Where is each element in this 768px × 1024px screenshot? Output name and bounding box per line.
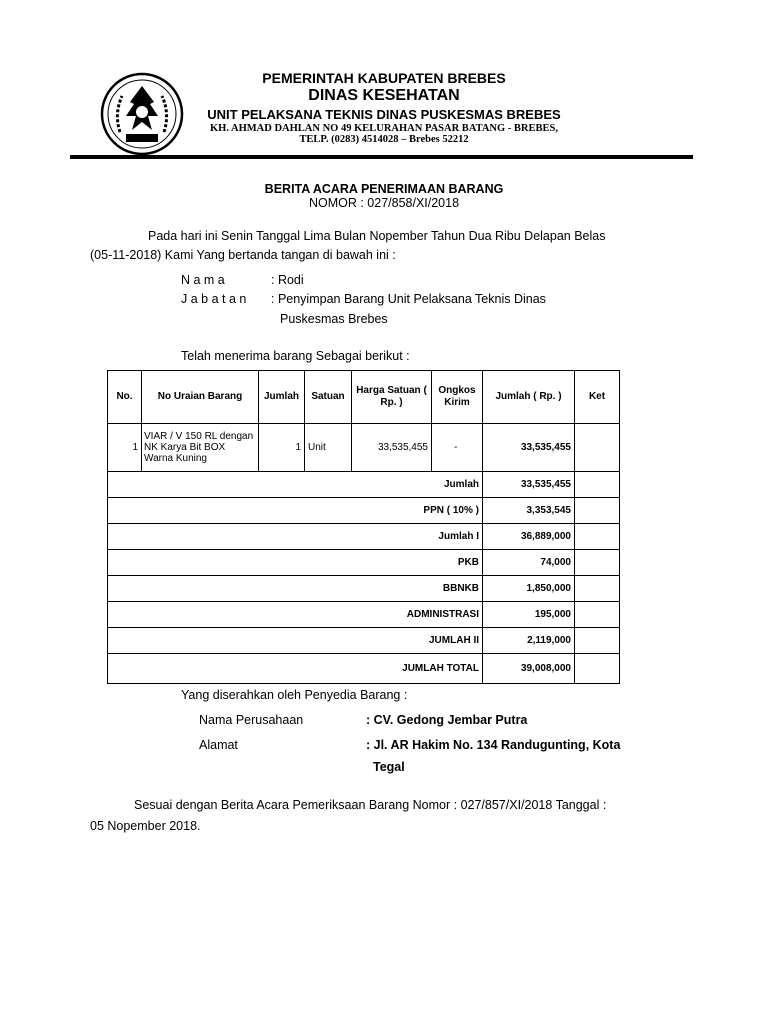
col-header-ket: Ket <box>575 371 620 424</box>
cell-no: 1 <box>108 424 142 472</box>
cell-total: 33,535,455 <box>483 424 575 472</box>
cell-satuan: Unit <box>305 424 352 472</box>
summary-row-jumlah-ii <box>108 628 620 654</box>
summary-value: 1,850,000 <box>483 576 575 602</box>
jabatan-value-1: : Penyimpan Barang Unit Pelaksana Teknis Dinas <box>271 292 546 306</box>
nama-label: N a m a <box>181 273 225 287</box>
header-address: KH. AHMAD DAHLAN NO 49 KELURAHAN PASAR BATANG - BREBES, <box>210 123 558 134</box>
summary-row-ppn <box>108 498 620 524</box>
document-number: NOMOR : 027/858/XI/2018 <box>308 196 460 210</box>
header-unit: UNIT PELAKSANA TEKNIS DINAS PUSKESMAS BREBES <box>207 107 561 122</box>
summary-label: JUMLAH TOTAL <box>108 654 483 684</box>
table-header-row <box>108 371 620 424</box>
header-government: PEMERINTAH KABUPATEN BREBES <box>262 70 506 86</box>
cell-ongkos: - <box>432 424 483 472</box>
col-header-jumlah: Jumlah <box>259 371 305 424</box>
summary-label: PPN ( 10% ) <box>108 498 483 524</box>
col-header-ongkos: Ongkos Kirim <box>432 371 483 424</box>
address-value-1: : Jl. AR Hakim No. 134 Randugunting, Kota <box>366 738 621 752</box>
summary-row-administrasi <box>108 602 620 628</box>
nama-value: : Rodi <box>271 273 304 287</box>
document-title: BERITA ACARA PENERIMAAN BARANG <box>264 182 504 196</box>
closing-line-1: Sesuai dengan Berita Acara Pemeriksaan Barang Nomor : 027/857/XI/2018 Tanggal : <box>134 798 607 812</box>
summary-row-bbnkb <box>108 576 620 602</box>
summary-value: 2,119,000 <box>483 628 575 654</box>
summary-label: Jumlah I <box>108 524 483 550</box>
summary-value: 39,008,000 <box>483 654 575 684</box>
provider-intro: Yang diserahkan oleh Penyedia Barang : <box>181 688 408 702</box>
jabatan-value-2: Puskesmas Brebes <box>280 312 388 326</box>
items-table <box>107 370 620 684</box>
jabatan-label: J a b a t a n <box>181 292 247 306</box>
col-header-no: No. <box>108 371 142 424</box>
summary-value: 36,889,000 <box>483 524 575 550</box>
header-divider <box>70 155 693 159</box>
summary-value: 3,353,545 <box>483 498 575 524</box>
summary-value: 74,000 <box>483 550 575 576</box>
summary-row-jumlah <box>108 472 620 498</box>
summary-label: JUMLAH II <box>108 628 483 654</box>
col-header-harga: Harga Satuan ( Rp. ) <box>352 371 432 424</box>
col-header-satuan: Satuan <box>305 371 352 424</box>
summary-row-jumlah-total <box>108 654 620 684</box>
company-value: : CV. Gedong Jembar Putra <box>366 713 528 727</box>
received-statement: Telah menerima barang Sebagai berikut : <box>181 349 410 363</box>
summary-label: ADMINISTRASI <box>108 602 483 628</box>
intro-line-2: (05-11-2018) Kami Yang bertanda tangan di bawah ini : <box>90 248 396 262</box>
summary-row-jumlah-i <box>108 524 620 550</box>
summary-label: BBNKB <box>108 576 483 602</box>
summary-label: Jumlah <box>108 472 483 498</box>
summary-value: 195,000 <box>483 602 575 628</box>
header-phone: TELP. (0283) 4514028 – Brebes 52212 <box>299 134 469 145</box>
cell-ket <box>575 424 620 472</box>
summary-value: 33,535,455 <box>483 472 575 498</box>
company-label: Nama Perusahaan <box>199 713 304 727</box>
table-row <box>108 424 620 472</box>
summary-label: PKB <box>108 550 483 576</box>
address-value-2: Tegal <box>373 760 405 774</box>
cell-uraian: VIAR / V 150 RL dengan NK Karya Bit BOX Warna Kuning <box>142 424 259 472</box>
header-department: DINAS KESEHATAN <box>308 87 460 104</box>
summary-row-pkb <box>108 550 620 576</box>
closing-line-2: 05 Nopember 2018. <box>90 819 201 833</box>
address-label: Alamat <box>199 738 238 752</box>
col-header-uraian: No Uraian Barang <box>142 371 259 424</box>
cell-harga: 33,535,455 <box>352 424 432 472</box>
intro-line-1: Pada hari ini Senin Tanggal Lima Bulan Nopember Tahun Dua Ribu Delapan Belas <box>148 229 606 243</box>
col-header-total: Jumlah ( Rp. ) <box>483 371 575 424</box>
cell-jumlah: 1 <box>259 424 305 472</box>
